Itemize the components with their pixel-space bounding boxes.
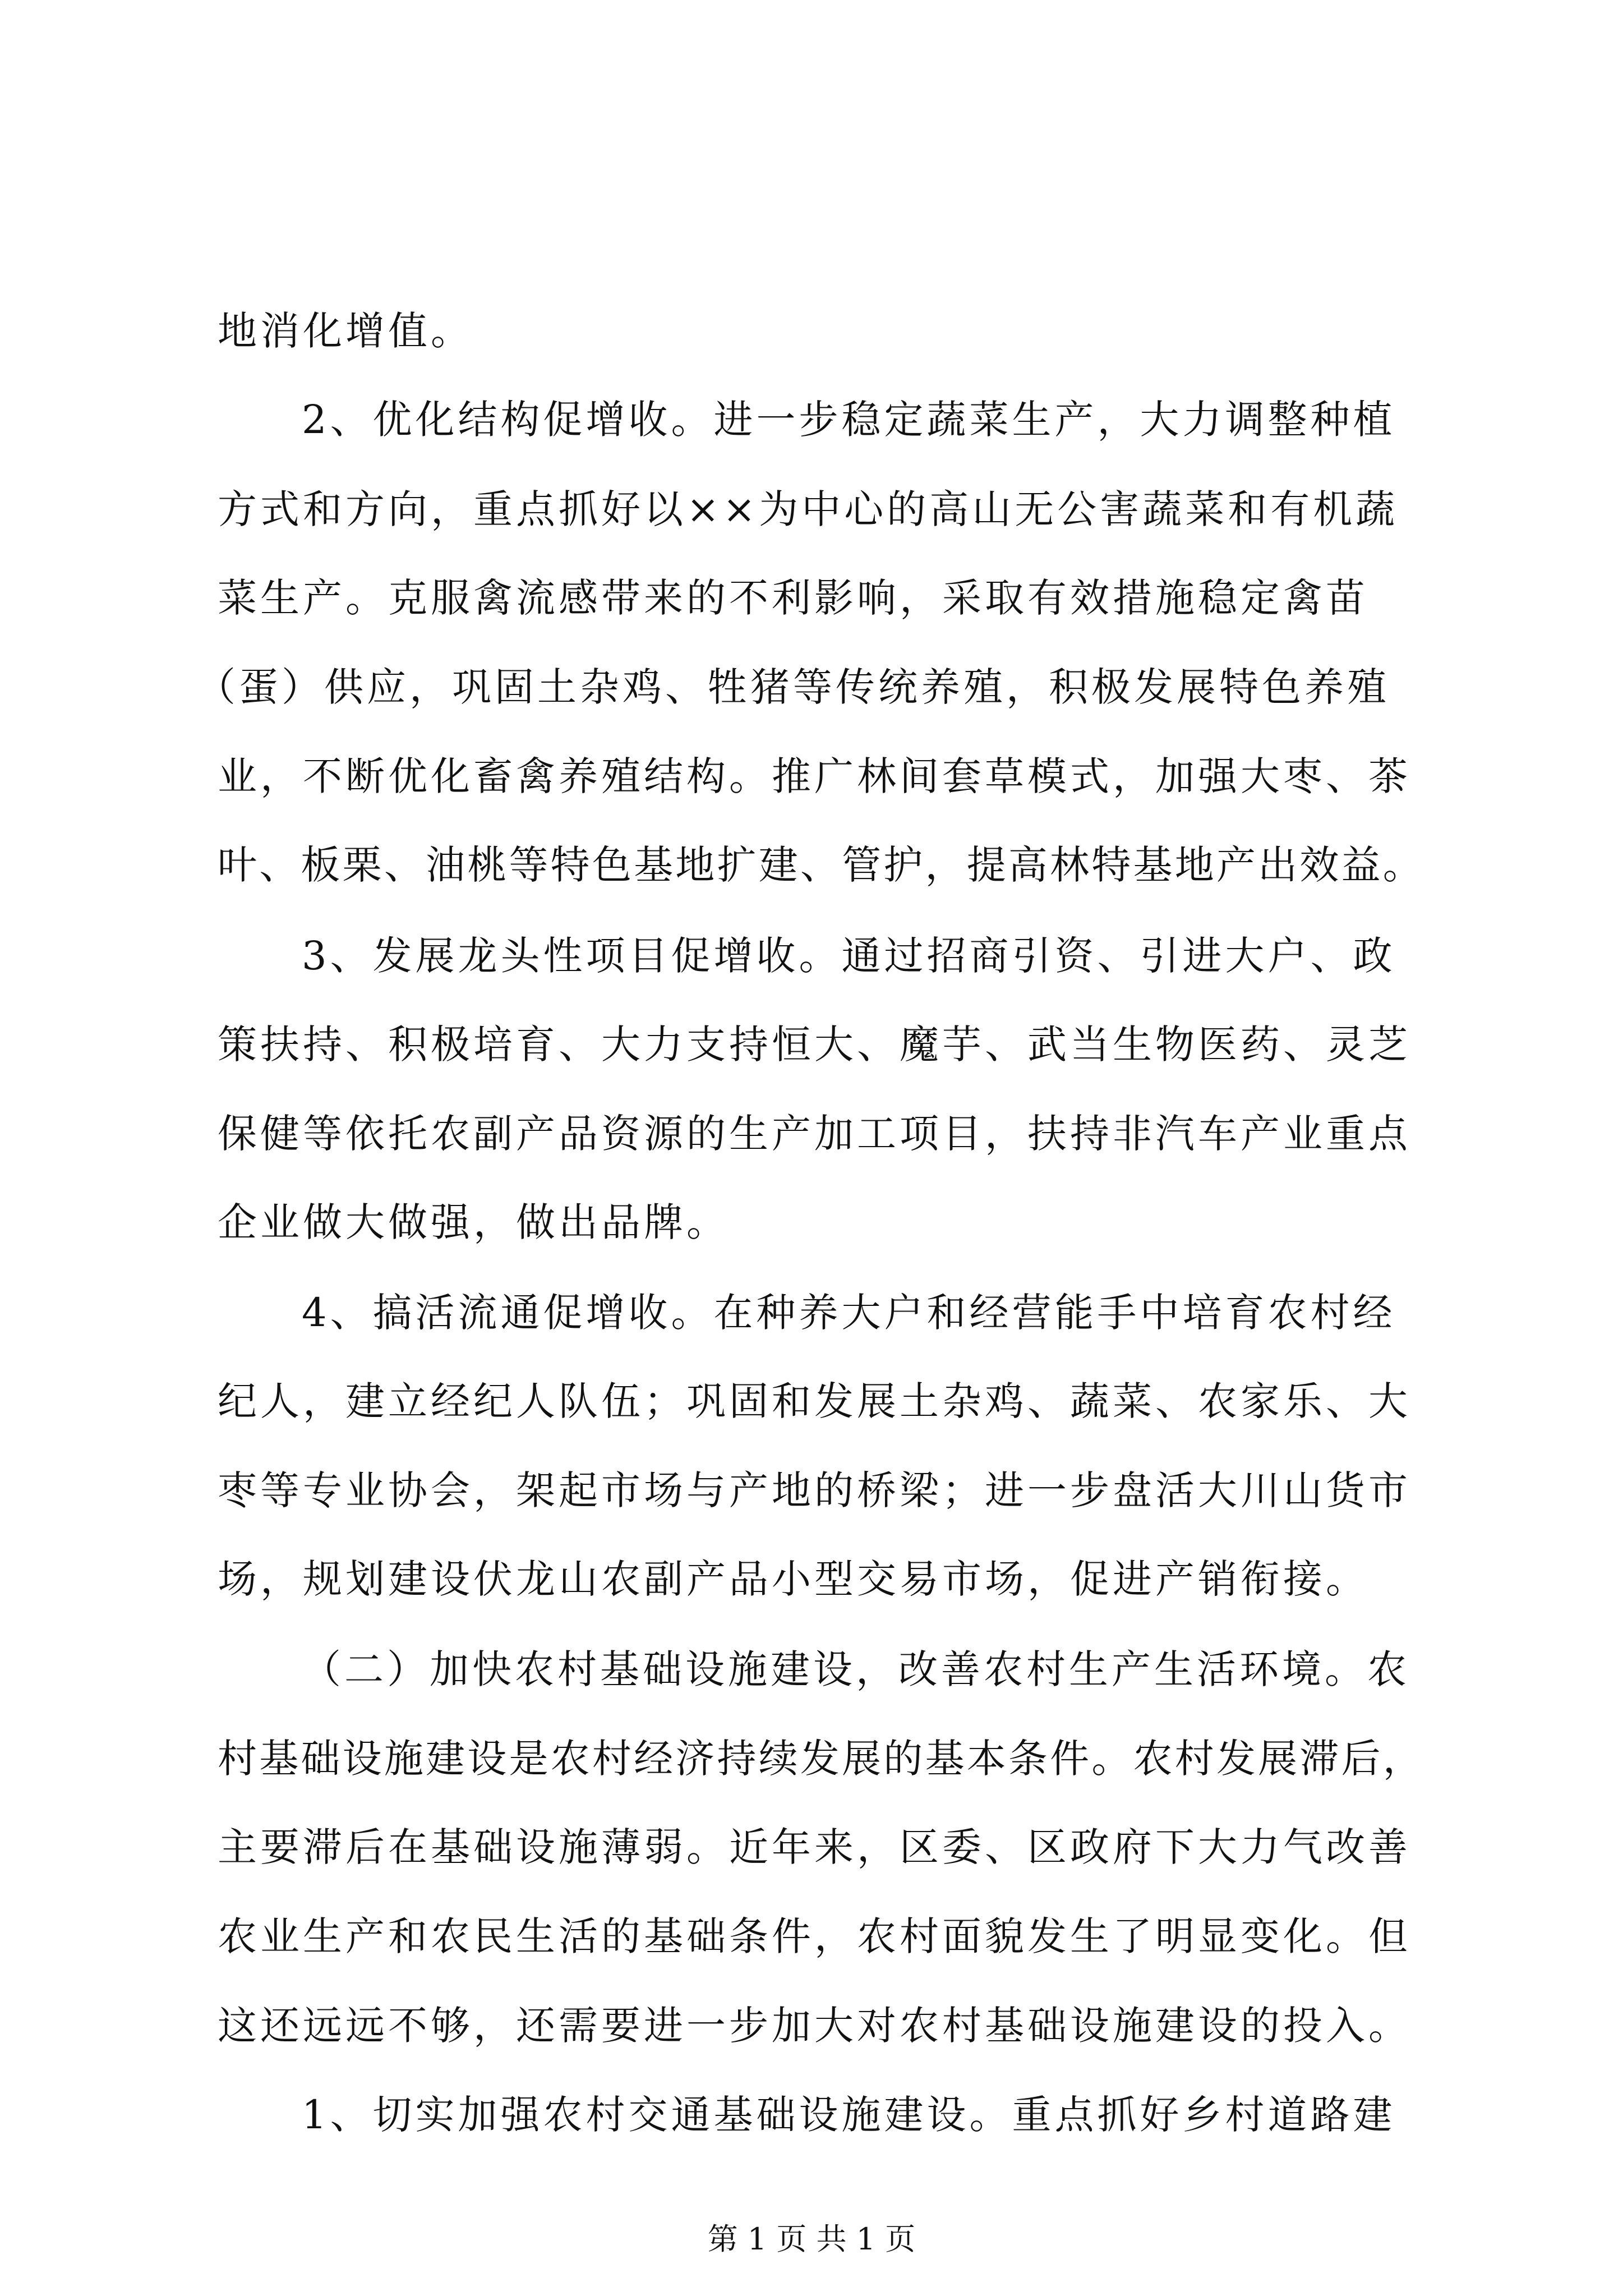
text-line: 村基础设施建设是农村经济持续发展的基本条件。农村发展滞后， — [218, 1736, 1424, 1782]
text-line: 企业做大做强，做出品牌。 — [218, 1199, 729, 1245]
text-line: 策扶持、积极培育、大力支持恒大、魔芋、武当生物医药、灵芝 — [218, 1022, 1411, 1068]
text-line: （蛋）供应，巩固土杂鸡、牲猪等传统养殖，积极发展特色养殖 — [196, 664, 1390, 710]
text-line: 地消化增值。 — [218, 308, 473, 354]
text-line: 2、优化结构促增收。进一步稳定蔬菜生产，大力调整种植 — [302, 397, 1396, 443]
text-line: 方式和方向，重点抓好以××为中心的高山无公害蔬菜和有机蔬 — [218, 486, 1399, 532]
text-line: （二）加快农村基础设施建设，改善农村生产生活环境。农 — [302, 1646, 1410, 1692]
text-line: 3、发展龙头性项目促增收。通过招商引资、引进大户、政 — [302, 933, 1396, 979]
text-line: 农业生产和农民生活的基础条件，农村面貌发生了明显变化。但 — [218, 1913, 1411, 1959]
text-line: 菜生产。克服禽流感带来的不利影响，采取有效措施稳定禽苗 — [218, 575, 1368, 621]
page-number-footer: 第 1 页 共 1 页 — [707, 2221, 916, 2257]
text-line: 这还远远不够，还需要进一步加大对农村基础设施建设的投入。 — [218, 2003, 1411, 2049]
text-line: 场，规划建设伏龙山农副产品小型交易市场，促进产销衔接。 — [218, 1556, 1368, 1602]
text-line: 枣等专业协会，架起市场与产地的桥梁；进一步盘活大川山货市 — [218, 1467, 1411, 1513]
text-line: 叶、板栗、油桃等特色基地扩建、管护，提高林特基地产出效益。 — [218, 842, 1424, 888]
text-line: 1、切实加强农村交通基础设施建设。重点抓好乡村道路建 — [302, 2092, 1396, 2138]
text-line: 4、搞活流通促增收。在种养大户和经营能手中培育农村经 — [302, 1290, 1396, 1336]
text-line: 业，不断优化畜禽养殖结构。推广林间套草模式，加强大枣、茶 — [218, 753, 1411, 799]
text-line: 保健等依托农副产品资源的生产加工项目，扶持非汽车产业重点 — [218, 1111, 1411, 1157]
text-line: 主要滞后在基础设施薄弱。近年来，区委、区政府下大力气改善 — [218, 1824, 1411, 1870]
text-line: 纪人，建立经纪人队伍；巩固和发展土杂鸡、蔬菜、农家乐、大 — [218, 1378, 1411, 1424]
